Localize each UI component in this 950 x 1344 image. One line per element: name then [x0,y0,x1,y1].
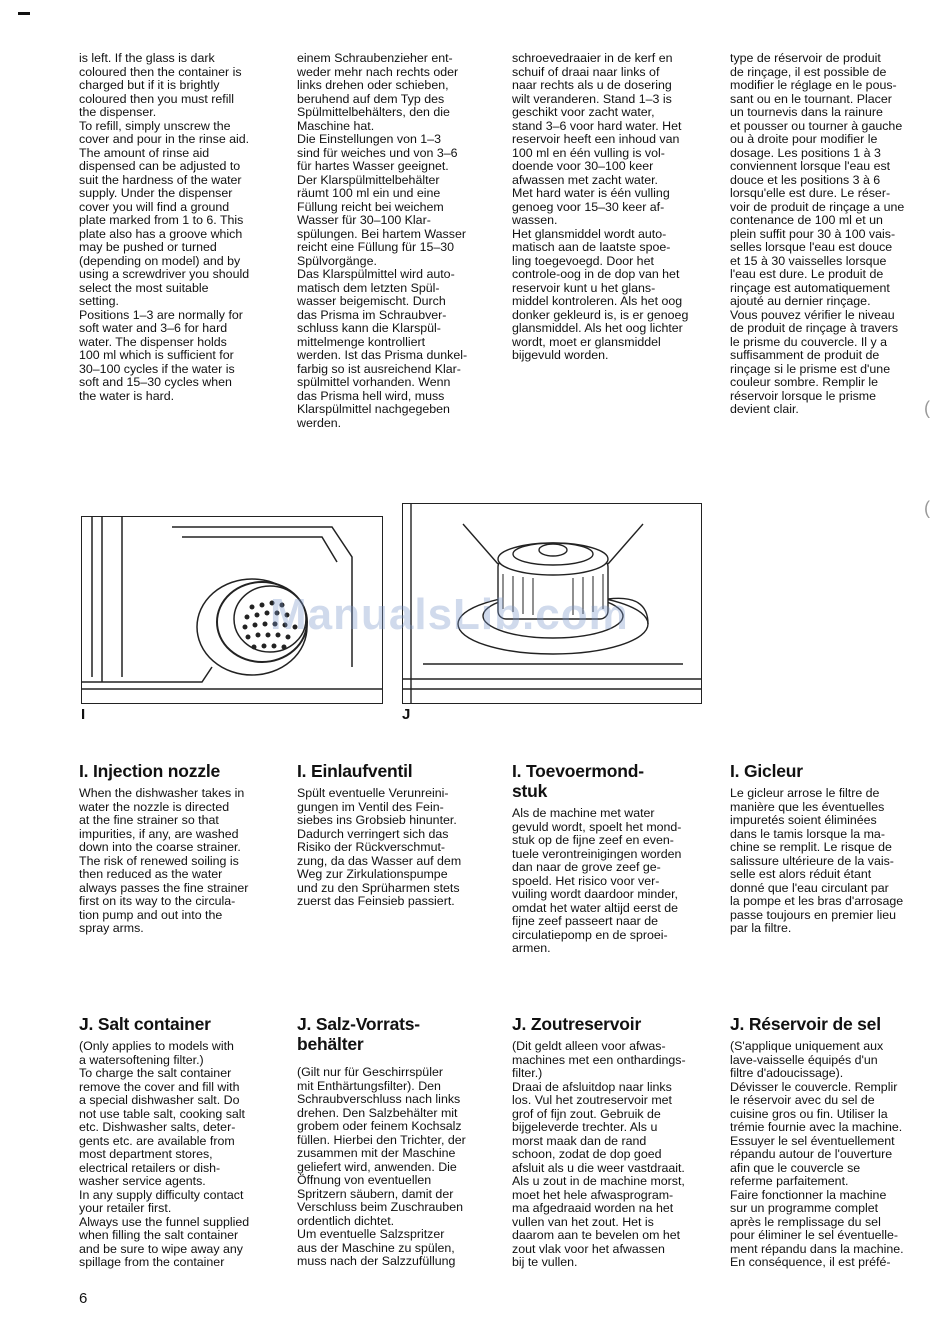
salt-container-text: (Only applies to models with a watersoftening filter.) To charge the salt container remove the cover and fill with a special dishwasher salt. Do not use table salt, cooking salt etc. Dishwasher salts, deter- gents etc. are available from most department stores, electrical retailers or dish- washer service agents. In any supply difficulty contact your retailer first. Always use the funnel supplied when filling the salt container and be sure to wipe away any spillage from the container [79,1039,250,1269]
page-number: 6 [79,1290,88,1307]
section-j-column-dutch [512,1040,712,1270]
heading-zoutreservoir: J. Zoutreservoir [512,1014,642,1034]
figure-label-j: J [402,706,411,723]
heading-salz-vorratsbehaelter: J. Salz-Vorrats- behälter [297,1014,420,1054]
top-column-french [730,52,930,417]
toevoermondstuk-text: Als de machine met water gevuld wordt, spoelt het mond- stuk op de fijne zeef en even- tuele verontreinigingen worden dan naar de grove zeef ge- spoeld. Het risico voor ver- vuiling wordt daardoor minder, omdat het water altijd eerst de fijne zeef passeert naar de circulatiepomp en de sproei- armen. [512,806,682,955]
scan-edge-mark: ( [924,498,930,518]
top-column-german [297,52,497,430]
gicleur-text: Le gicleur arrose le filtre de manière que les éventuelles impuretés soient éliminées dans le tamis lorsque la ma- chine se remplit. Le risque de salissure ultérieure de la vais- selle est alors réduit étant donné que l'eau circulant par la pompe et les bras d'arrosage passe toujours en premier lieu par la filtre. [730,786,904,935]
section-j-column-french [730,1040,930,1270]
rinse-aid-text-de: einem Schraubenzieher ent- weder mehr nach rechts oder links drehen oder schieben, beruhend auf dem Typ des Spülmittelbehälters, den die Maschine hat. Die Einstellungen von 1–3 sind für weiches und von 3–6 für hartes Wasser geeignet. Der Klarspülmittelbehälter räumt 100 ml ein und eine Füllung reicht bei weichem Wasser für 30–100 Klar- spülungen. Bei hartem Wasser reicht eine Füllung für 15–30 Spülvorgänge. Das Klarspülmittel wird auto- matisch dem letzten Spül- wasser beigemischt. Durch das Prisma im Schraubver- schluss kann die Klarspül- mittelmenge kontrolliert werden. Ist das Prisma dunkel- farbig so ist ausreichend Klar- spülmittel vorhanden. Wenn das Prisma hell wird, muss Klarspülmittel nachgegeben werden. [297,51,468,430]
rinse-aid-text-en: is left. If the glass is dark coloured then the container is charged but if it is brightly coloured then you must refill the dispenser. To refill, simply unscrew the cover and pour in the rinse aid. The amount of rinse aid dispensed can be adjusted to suit the hardness of the water supply. Under the dispenser cover you will find a ground plate marked from 1 to 6. This plate also has a groove which may be pushed or turned (depending on model) and by using a screwdriver you should select the most suitable setting. Positions 1–3 are normally for soft water and 3–6 for hard water. The dispenser holds 100 ml which is sufficient for 30–100 cycles if the water is soft and 15–30 cycles when the water is hard. [79,51,250,403]
heading-toevoermondstuk: I. Toevoermond- stuk [512,761,644,801]
section-j-column-english [79,1040,279,1270]
top-column-dutch [512,52,712,363]
einlaufventil-text: Spült eventuelle Verunreini- gungen im Ventil des Fein- siebes ins Grobsieb hinunter. Dadurch verringert sich das Risiko der Rückverschmut- zung, da das Wasser auf dem Weg zur Zirkulationspumpe und zu den Sprüharmen stets zuerst das Feinsieb passiert. [297,786,462,908]
watermark: ManualsLib.com [270,590,629,639]
rinse-aid-text-fr: type de réservoir de produit de rinçage, il est possible de modifier le réglage en le pous- sant ou en le tournant. Placer un tournevis dans la rainure et pousser ou tourner à gauche ou à droite pour modifier le dosage. Les positions 1 à 3 conviennent lorsque l'eau est douce et les positions 3 à 6 lorsqu'elle est dure. Le réser- voir de produit de rinçage a une contenance de 100 ml et un plein suffit pour 30 à 100 vais- selles lorsque l'eau est douce et 15 à 30 vaisselles lorsque l'eau est dure. Le produit de rinçage est automatiquement ajouté au dernier rinçage. Vous pouvez vérifier le niveau de produit de rinçage à travers le prisme du couvercle. Il y a suffisamment de produit de rinçage si le prisme est d'une couleur sombre. Remplir le réservoir lorsque le prisme devient clair. [730,51,905,416]
scan-edge-mark: ( [924,398,930,418]
section-i-column-english [79,787,279,936]
heading-injection-nozzle: I. Injection nozzle [79,761,221,781]
injection-nozzle-text: When the dishwasher takes in water the nozzle is directed at the fine strainer so that impurities, if any, are washed down into the coarse strainer. The risk of renewed soiling is then reduced as the water always passes the fine strainer first on its way to the circula- tion pump and out into the spray arms. [79,786,249,935]
figure-label-i: I [81,706,86,723]
rinse-aid-text-nl: schroevedraaier in de kerf en schuif of draai naar links of naar rechts als u de dosering wilt veranderen. Stand 1–3 is geschikt voor zacht water, stand 3–6 voor hard water. Het reservoir heeft een inhoud van 100 ml en één vulling is vol- doende voor 30–100 keer afwassen met zacht water. Met hard water is één vulling genoeg voor 15–30 keer af- wassen. Het glansmiddel wordt auto- matisch aan de laatste spoe- ling toegevoegd. Door het controle-oog in de dop van het reservoir kunt u het glans- middel kontroleren. Als het oog donker gekleurd is, is er genoeg glansmiddel. Als het oog lichter wordt, moet er glansmiddel bijgevuld worden. [512,51,689,362]
page-corner-mark [18,12,30,15]
heading-salt-container: J. Salt container [79,1014,211,1034]
section-i-column-dutch [512,807,712,956]
section-j-column-german [297,1066,497,1269]
top-column-english [79,52,279,403]
zoutreservoir-text: (Dit geldt alleen voor afwas- machines met een onthardings- filter.) Draai de afsluitdop naar links los. Vul het zoutreservoir met grof of fijn zout. Gebruik de bijgeleverde trechter. Als u morst maak dan de rand schoon, zodat de dop goed afsluit als u die weer vastdraait. Als u zout in de machine morst, moet het hele afwasprogram- ma afgedraaid worden na het vullen van het zout. Het is daarom aan te bevelen om het zout vlak voor het afwassen bij te vullen. [512,1039,686,1269]
heading-einlaufventil: I. Einlaufventil [297,761,413,781]
section-i-column-german [297,787,497,909]
heading-gicleur: I. Gicleur [730,761,803,781]
section-i-column-french [730,787,930,936]
reservoir-de-sel-text: (S'applique uniquement aux lave-vaisselle équipés d'un filtre d'adoucissage). Dévisser le couvercle. Remplir le réservoir avec du sel de cuisine gros ou fin. Utiliser la trémie fournie avec la machine. Essuyer le sel éventuellement répandu autour de l'ouverture afin que le couvercle se referme parfaitement. Faire fonctionner la machine sur un programme complet après le remplissage du sel pour éliminer le sel éventuelle- ment répandu dans la machine. En conséquence, il est préfé- [730,1039,904,1269]
heading-reservoir-de-sel: J. Réservoir de sel [730,1014,881,1034]
salz-vorratsbehaelter-text: (Gilt nur für Geschirrspüler mit Enthärtungsfilter). Den Schraubverschluss nach links drehen. Den Salzbehälter mit grobem oder feinem Kochsalz füllen. Hierbei den Trichter, der zusammen mit der Maschine geliefert wird, anwenden. Die Öffnung von eventuellen Spritzern säubern, damit der Verschluss beim Zuschrauben ordentlich dichtet. Um eventuelle Salzspritzer aus der Maschine zu spülen, muss nach der Salzzufüllung [297,1065,466,1268]
